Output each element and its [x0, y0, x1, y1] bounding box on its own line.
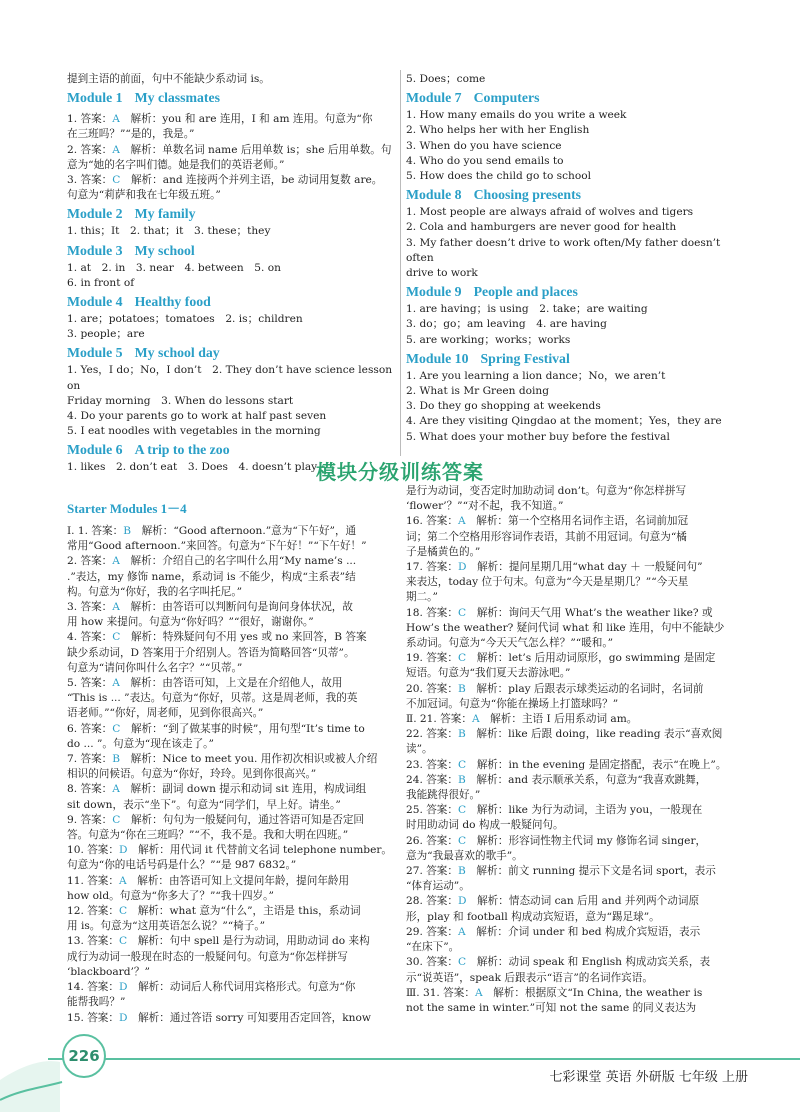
answer-line: 6. 答案：C 解析：“到了做某事的时候”，用句型“It’s time to — [67, 722, 365, 735]
answer-line: 词；第二个空格用形容词作表语，其前不用冠词。句意为“橘 — [406, 530, 687, 543]
answer-letter: C — [119, 905, 128, 918]
answer-line: 能帮我吗？” — [67, 996, 126, 1009]
section-title: 模块分级训练答案 — [316, 460, 484, 484]
answer-line: 构。句意为“你好，我的名字叫托尼。” — [67, 585, 243, 598]
answer-letter: A — [112, 601, 120, 614]
module-4-heading: Module 4 Healthy food — [67, 294, 211, 310]
answer-line: 28. 答案：D 解析：情态动词 can 后用 and 并列两个动词原 — [406, 895, 700, 908]
answer-line: 5. 答案：A 解析：由答语可知，上文是在介绍他人，故用 — [67, 677, 343, 690]
module-10-heading: Module 10 Spring Festival — [406, 350, 570, 366]
answer-letter: C — [458, 804, 467, 817]
answer-letter: A — [474, 986, 483, 999]
answer-line: 读”。 — [406, 743, 433, 756]
answer-line: 用 how 来提问。句意为“你好吗？”“很好，谢谢你。” — [67, 616, 314, 629]
starter-modules-heading: Starter Modules 1－4 — [67, 501, 187, 516]
answer-letter: B — [458, 728, 466, 741]
bottom-right-column — [406, 484, 736, 1016]
answer-line: 17. 答案：D 解析：提问星期几用“what day ＋ 一般疑问句” — [406, 561, 703, 574]
module-6-heading: Module 6 A trip to the zoo — [67, 442, 230, 458]
answer-line: 12. 答案：C 解析：what 意为“什么”，主语是 this，系动词 — [67, 905, 361, 918]
book-title: 七彩课堂 英语 外研版 七年级 上册 — [549, 1070, 748, 1085]
answer-line: “在床下”。 — [406, 941, 460, 954]
answer-letter: C — [458, 758, 467, 771]
module-10-answers: 1. Are you learning a lion dance；No，we aren’t — [406, 369, 666, 382]
answer-line: 18. 答案：C 解析：询问天气用 What’s the weather like? 或 — [406, 606, 713, 619]
top-left-column: 提到主语的前面，句中不能缺少系动词 is。 Module 1 My classmates 1. 答案：A 解析：you 和 are 连用，I 和 am 连用。句意为“你 在三班吗？”“是的，我是。” 2. 答案：A 解析：单数名词 name 后用单数 is；she 后用单数。句 意为“她的名字叫们德。她是我们的英语老师。” 3. 答案：C 解析：and 连接两个并列主语，be 动词用复数 are。 句意为“莉萨和我在七年级五班。” Module 2 My family 1. this；It 2. that；it 3. these；they Module 3 My school 1. at 2. in 3. near 4. between 5. on 6. in front of Module 4 Healthy food 1. are；potatoes；tomatoes 2. is；children 3. people；are Module 5 My school day 1. Yes，I do；No，I don’t 2. They don’t have science lesson on Friday morning 3. When do lessons start 4. Do your parents go to work at half past seven 5. I eat noodles with vegetables in the morning Module 6 A trip to the zoo 1. likes 2. don’t eat 3. Does 4. doesn’t play — [67, 72, 393, 476]
answer-line: .”表达，my 修饰 name，系动词 is 不能少，构成“主系表”结 — [67, 570, 356, 583]
answer-line: 2. 答案：A 解析：介绍自己的名字叫什么用“My name’s ... — [67, 555, 357, 568]
answer-line: 意为“我最喜欢的歌手”。 — [406, 849, 523, 862]
answer-line: 语老师。”“你好，周老师，见到你很高兴。” — [67, 707, 264, 720]
answer-line: how old。句意为“你多大了？”“我十四岁。” — [67, 889, 274, 902]
answer-letter: B — [458, 865, 466, 878]
module-9-heading: Module 9 People and places — [406, 284, 578, 300]
answer-line: 3. 答案：A 解析：由答语可以判断问句是询问身体状况，故 — [67, 601, 353, 614]
answer-line: How’s the weather? 疑问代词 what 和 like 连用，句中不能缺少 — [406, 621, 725, 634]
answer-line: ‘flower’？”“对不起，我不知道。” — [406, 500, 564, 513]
module-3-heading: Module 3 My school — [67, 242, 195, 258]
answer-letter: D — [458, 561, 467, 574]
module-7-answers: 1. How many emails do you write a week — [406, 109, 627, 122]
answer-letter: D — [119, 981, 128, 994]
module-6-answers: 1. likes 2. don’t eat 3. Does 4. doesn’t play — [67, 461, 318, 474]
answer-letter: A — [458, 925, 466, 938]
bottom-left-column — [67, 499, 394, 1026]
answer-line: 19. 答案：C 解析：let’s 后用动词原形，go swimming 是固定 — [406, 652, 716, 665]
answer-letter: B — [112, 753, 121, 766]
answer-line: ‘blackboard’？” — [67, 965, 150, 978]
answer-line: 11. 答案：A 解析：由答语可知上文提问年龄，提问年龄用 — [67, 874, 350, 887]
module-7-heading: Module 7 Computers — [406, 90, 540, 106]
module-3-answers: 1. at 2. in 3. near 4. between 5. on — [67, 261, 281, 274]
module-2-answers: 1. this；It 2. that；it 3. these；they — [67, 225, 271, 238]
column-divider — [400, 70, 401, 456]
top-right-column: 5. Does；come Module 7 Computers 1. How many emails do you write a week 2. Who helps her with her English 3. When do you have science 4. Who do you send emails to 5. How does the child go to school Module 8 Choosing presents 1. Most people are always afraid of wolves and tigers 2. Cola and hamburgers are never good for health 3. My father doesn’t drive to work often/My father doesn’t often drive to work Module 9 People and places 1. are having；is using 2. take；are waiting 3. do；go；am leaving 4. are having 5. are working；works；works Module 10 Spring Festival 1. Are you learning a lion dance；No，we aren’t 2. What is Mr Green doing 3. Do they go shopping at weekends 4. Are they visiting Qingdao at the moment；Yes，they are 5. What does your mother buy before the festival — [406, 72, 736, 445]
page-number: 226 — [62, 1034, 106, 1078]
answer-letter: A — [112, 677, 120, 690]
answer-line: 29. 答案：A 解析：介词 under 和 bed 构成介宾短语，表示 — [406, 925, 701, 938]
answer-line: 13. 答案：C 解析：句中 spell 是行为动词，用助动词 do 来构 — [67, 935, 370, 948]
answer-line: Ⅲ. 31. 答案：A 解析：根据原文“In China, the weather is — [406, 986, 703, 999]
answer-line: 7. 答案：B 解析：Nice to meet you. 用作初次相识或被人介绍 — [67, 753, 378, 766]
answer-letter: C — [458, 834, 467, 847]
answer-line: 子是橘黄色的。” — [406, 545, 481, 558]
answer-line: not the same in winter.”可知 not the same 的同义表达为 — [406, 1001, 697, 1014]
answer-letter: B — [458, 773, 466, 786]
answer-letter: A — [112, 143, 120, 156]
answer-line: 句意为“请问你叫什么名字？”“贝蒂。” — [67, 661, 243, 674]
answer-letter: D — [119, 1011, 128, 1024]
answer-line: 缺少系动词，D 答案用于介绍别人。答语为简略回答“贝蒂”。 — [67, 646, 355, 659]
answer-line: 系动词。句意为“今天天气怎么样？”“暖和。” — [406, 637, 614, 650]
answer-line: 27. 答案：B 解析：前文 running 提示下文是名词 sport，表示 — [406, 865, 716, 878]
answer-line: 20. 答案：B 解析：play 后跟表示球类运动的名词时，名词前 — [406, 682, 704, 695]
footer-rule — [48, 1058, 800, 1060]
lead-line: 5. Does；come — [406, 73, 486, 85]
answer-line: 短语。句意为“我们夏天去游泳吧。” — [406, 667, 571, 680]
answer-line: 示“说英语”，speak 后跟表示“语言”的名词作宾语。 — [406, 971, 653, 984]
answer-line: 是行为动词，变否定时加助动词 don’t。句意为“你怎样拼写 — [406, 485, 687, 497]
starter-answers — [67, 524, 394, 1026]
answer-line: 15. 答案：D 解析：通过答语 sorry 可知要用否定回答，know — [67, 1011, 371, 1024]
answer-line: 24. 答案：B 解析：and 表示顺承关系，句意为“我喜欢跳舞， — [406, 773, 707, 786]
answer-line: 我能跳得很好。” — [406, 789, 481, 802]
answer-line: 25. 答案：C 解析：like 为行为动词，主语为 you，一般现在 — [406, 804, 703, 817]
module-5-answers: 1. Yes，I do；No，I don’t 2. They don’t have science lesson on — [67, 364, 393, 392]
answer-letter: C — [119, 935, 128, 948]
module-8-answers: 1. Most people are always afraid of wolves and tigers — [406, 206, 694, 219]
answer-line: 23. 答案：C 解析：in the evening 是固定搭配，表示“在晚上”。 — [406, 758, 727, 771]
answer-letter: C — [112, 174, 121, 187]
answer-letter: D — [119, 844, 128, 857]
answer-line: 30. 答案：C 解析：动词 speak 和 English 构成动宾关系，表 — [406, 956, 711, 969]
answer-line: do ... ”。句意为“现在该走了。” — [67, 737, 214, 750]
answer-letter: A — [112, 783, 120, 796]
answer-line: 时用助动词 do 构成一般疑问句。 — [406, 819, 564, 832]
answer-line: 9. 答案：C 解析：句句为一般疑问句，通过答语可知是否定回 — [67, 813, 365, 826]
module-2-heading: Module 2 My family — [67, 206, 196, 222]
answer-letter: A — [112, 113, 120, 126]
answer-letter: A — [112, 555, 120, 568]
answer-line: 10. 答案：D 解析：用代词 it 代替前文名词 telephone number。 — [67, 844, 392, 857]
module-8-heading: Module 8 Choosing presents — [406, 187, 582, 203]
continued-answers — [406, 484, 736, 1016]
answer-letter: C — [458, 956, 467, 969]
answer-line: “体育运动”。 — [406, 880, 470, 893]
answer-letter: D — [458, 895, 467, 908]
answer-line: sit down，表示“坐下”。句意为“同学们，早上好。请坐。” — [67, 798, 341, 811]
answer-line: 常用“Good afternoon.”来回答。句意为“下午好！”“下午好！” — [67, 540, 367, 553]
answer-line: 4. 答案：C 解析：特殊疑问句不用 yes 或 no 来回答，B 答案 — [67, 631, 367, 644]
answer-line: 用 is。句意为“这用英语怎么说？”“椅子。” — [67, 920, 266, 933]
lead-line: 提到主语的前面，句中不能缺少系动词 is。 — [67, 73, 270, 85]
answer-line: 14. 答案：D 解析：动词后人称代词用宾格形式。句意为“你 — [67, 981, 356, 994]
answer-line: 8. 答案：A 解析：副词 down 提示和动词 sit 连用，构成词组 — [67, 783, 367, 796]
answer-letter: A — [471, 713, 480, 726]
answer-letter: A — [119, 874, 127, 887]
answer-line: Ⅱ. 21. 答案：A 解析：主语 I 后用系动词 am。 — [406, 713, 638, 726]
answer-line: Ⅰ. 1. 答案：B 解析：“Good afternoon.”意为“下午好”，通 — [67, 525, 357, 537]
answer-letter: A — [458, 515, 466, 528]
answer-line: 不加冠词。句意为“你能在操场上打篮球吗？” — [406, 697, 619, 710]
answer-line: “This is ... ”表达。句意为“你好，贝蒂。这是周老师，我的英 — [67, 692, 358, 705]
module-5-heading: Module 5 My school day — [67, 345, 220, 361]
module-4-answers: 1. are；potatoes；tomatoes 2. is；children — [67, 313, 303, 326]
module-1-answers: 1. 答案：A 解析：you 和 are 连用，I 和 am 连用。句意为“你 在三班吗？”“是的，我是。” 2. 答案：A 解析：单数名词 name 后用单数 is；she 后用单数。句 意为“她的名字叫们德。她是我们的英语老师。” 3. 答案：C 解析：and 连接两个并列主语，be 动词用复数 are。 句意为“莉萨和我在七年级五班。” — [67, 113, 392, 202]
answer-line: 答。句意为“你在三班吗？”“不，我不是。我和大明在四班。” — [67, 829, 349, 842]
answer-line: 期二。” — [406, 591, 438, 604]
answer-line: 成行为动词一般现在时态的一般疑问句。句意为“你怎样拼写 — [67, 950, 348, 963]
answer-letter: C — [112, 631, 121, 644]
module-1-heading: Module 1 My classmates — [67, 90, 221, 106]
answer-line: 22. 答案：B 解析：like 后跟 doing，like reading 表示“喜欢阅 — [406, 728, 723, 741]
answer-letter: B — [123, 525, 131, 537]
answer-letter: C — [112, 722, 121, 735]
answer-line: 形，play 和 football 构成动宾短语，意为“踢足球”。 — [406, 910, 660, 923]
answer-letter: C — [458, 606, 467, 619]
answer-line: 26. 答案：C 解析：形容词性物主代词 my 修饰名词 singer， — [406, 834, 707, 847]
answer-line: 16. 答案：A 解析：第一个空格用名词作主语，名词前加冠 — [406, 515, 689, 528]
answer-line: 相识的问候语。句意为“你好，玲玲。见到你很高兴。” — [67, 768, 317, 781]
answer-letter: B — [458, 682, 466, 695]
answer-line: 句意为“你的电话号码是什么？”“是 987 6832。” — [67, 859, 297, 872]
module-9-answers: 1. are having；is using 2. take；are waiting — [406, 303, 648, 316]
answer-line: 来表达，today 位于句末。句意为“今天是星期几？”“今天星 — [406, 576, 689, 589]
answer-letter: C — [112, 813, 121, 826]
answer-letter: C — [458, 652, 467, 665]
